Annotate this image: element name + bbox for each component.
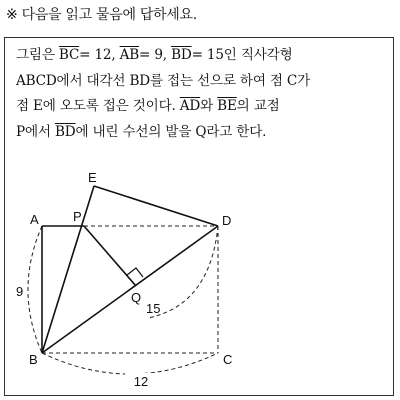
text-seg: P에서 — [16, 123, 55, 140]
problem-line-2: ABCD에서 대각선 BD를 접는 선으로 하여 점 C가 — [16, 72, 311, 89]
segment-be: $\overline{BE}$ — [217, 98, 237, 114]
segment-bc: $\overline{BC}$ — [58, 47, 80, 63]
label-d: D — [222, 213, 232, 228]
arc-bc — [42, 353, 218, 374]
text-seg: = 15인 직사각형 — [191, 47, 293, 63]
label-a: A — [30, 212, 39, 227]
text-seg: 와 — [200, 98, 218, 114]
label-b: B — [29, 352, 38, 367]
label-e: E — [88, 170, 97, 185]
segment-bd: $\overline{BD}$ — [54, 123, 76, 140]
label-q: Q — [131, 290, 142, 305]
line-ed — [94, 186, 218, 226]
segment-bd: $\overline{BD}$ — [171, 47, 192, 63]
length-ab: 9 — [16, 284, 24, 299]
text-seg: 에 내린 수선의 발을 Q라고 한다. — [75, 123, 267, 140]
label-c: C — [223, 352, 233, 367]
segment-ad: $\overline{AD}$ — [179, 98, 201, 114]
text-seg: = 12, — [79, 47, 120, 63]
text-seg: = 9, — [139, 47, 172, 63]
text-seg: 그림은 — [16, 47, 59, 63]
instruction-text: ※ 다음을 읽고 물음에 답하세요. — [6, 7, 197, 23]
right-angle-mark — [127, 268, 143, 277]
line-bd — [42, 226, 218, 353]
text-seg: 의 교점 — [236, 98, 280, 114]
length-bd: 15 — [146, 301, 161, 316]
line-pq — [84, 226, 136, 286]
length-bc: 12 — [133, 374, 149, 389]
line-be — [42, 186, 94, 353]
segment-ab: $\overline{AB}$ — [119, 47, 140, 63]
text-seg: 점 E에 오도록 접은 것이다. — [16, 98, 180, 114]
arc-ab — [28, 226, 42, 353]
label-p: P — [73, 209, 82, 224]
